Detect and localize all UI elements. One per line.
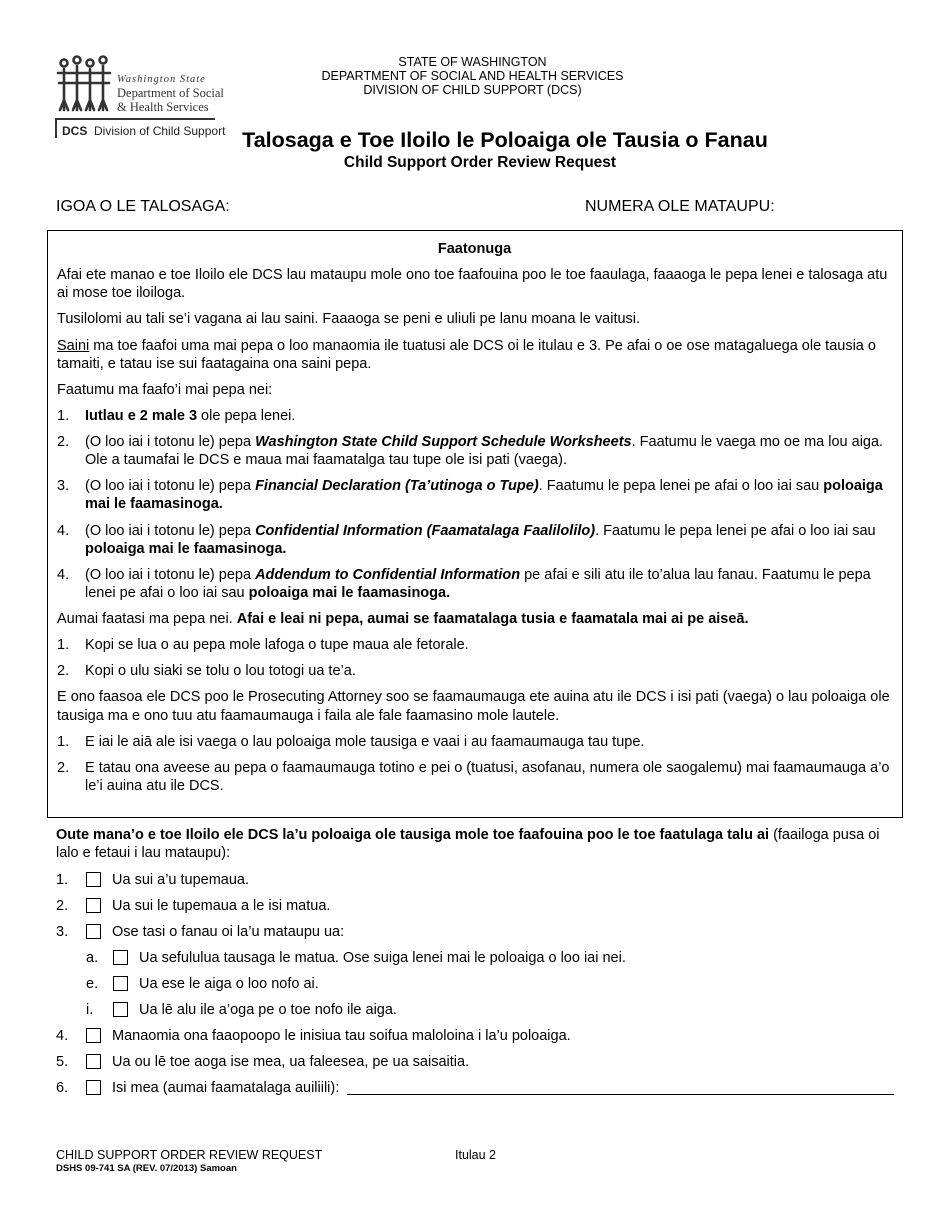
reason-subrow [56,975,896,992]
sign-word: Saini [57,337,90,354]
reasons-intro-bold: Oute mana’o e toe Iloilo ele DCS la’u poloaiga ole tausiga mole toe faafouina poo le toe faatulaga talu ai [56,827,770,843]
list-item-rest: ole pepa lenei. [197,407,296,424]
form-title-financial: Financial Declaration (Ta’utinoga o Tupe) [255,478,539,495]
list-item [57,477,892,513]
reason-other-label: Isi mea (aumai faamatalaga auiliili): [112,1079,340,1096]
other-details-field[interactable] [347,1081,894,1095]
reason-label: Manaomia ona faaopoopo le inisiua tau soifua maloloina i la’u poloaiga. [112,1027,571,1044]
instructions-heading: Faatonuga [437,241,512,257]
list-item-number: 2. [57,759,70,776]
reason-subrow [56,949,896,966]
reason-row-other [56,1079,896,1096]
list-item [57,733,892,751]
list-item-number: 1. [57,407,70,424]
list-item [57,759,892,795]
instructions-p1: Afai ete manao e toe Iloilo ele DCS lau mataupu mole ono toe faafouina poo le toe faaulaga, faaaoga le pepa lenei e talosaga atu ai mose toe iloiloga. [57,267,888,302]
reason-row [56,897,896,914]
footer-form-title: CHILD SUPPORT ORDER REVIEW REQUEST [56,1148,323,1162]
form-title-worksheets: Washington State Child Support Schedule Worksheets [255,434,632,450]
logo-divider-vertical [55,118,57,138]
list-item-post: . Faatumu le pepa lenei pe afai o loo iai sau [595,522,876,539]
reason-row [56,923,896,940]
reason-sub-letter: i. [86,1001,94,1018]
logo-state: Washington State [117,74,206,85]
reason-subrow [56,1001,896,1018]
instructions-p5-text: Aumai faatasi ma pepa nei. [57,611,237,627]
logo-dept-line1: Department of Social [117,86,224,101]
list-item-text [85,566,892,602]
list-item [57,662,892,680]
reason-sub-checkbox[interactable] [113,1002,128,1017]
instructions-p5 [57,610,892,628]
list-item-post: pe afai e sili atu ile to’alua lau fanau. Faatumu le pepa lenei pe afai o loo iai sau [85,566,871,601]
reason-sub-label: Ua sefululua tausaga le matua. Ose suiga lenei mai le poloaiga o loo iai nei. [139,949,626,966]
page-subtitle: Child Support Order Review Request [343,154,617,171]
reason-checkbox[interactable] [86,924,101,939]
requester-name-label: IGOA O LE TALOSAGA: [56,198,230,215]
list-item-text [85,407,892,425]
reason-number: 2. [56,897,69,914]
reason-other-checkbox[interactable] [86,1080,101,1095]
reasons-intro-rest: (faailoga pusa oi lalo e fetaui i lau mataupu): [56,827,880,862]
list-item-number: 1. [57,637,70,654]
reason-number: 1. [56,871,69,888]
reason-number: 4. [56,1027,69,1044]
reason-label: Ua sui a’u tupemaua. [112,871,250,888]
reason-sub-label: Ua lē alu ile a’oga pe o toe nofo ile aiga. [139,1001,397,1018]
reason-row [56,1027,896,1044]
reason-label: Ua sui le tupemaua a le isi matua. [112,897,331,914]
footer-form-number: DSHS 09-741 SA (REV. 07/2013) Samoan [56,1163,237,1174]
logo-dept-line2: & Health Services [117,100,209,115]
page-title: Talosaga e Toe Iloilo le Poloaiga ole Tausia o Fanau [242,128,768,152]
list-item-number: 4. [57,566,70,583]
list-item [57,433,892,469]
reason-sub-letter: e. [86,975,99,992]
list-item-number: 4. [57,522,70,539]
reasons-intro [56,826,896,862]
footer-page-number: Itulau 2 [455,1148,497,1162]
logo-text [117,73,224,114]
reason-number: 5. [56,1053,69,1070]
list-item-bold: poloaiga mai le faamasinoga. [85,478,883,513]
instructions-box [47,230,903,818]
list-item [57,566,892,602]
list-item-text [85,522,892,558]
reason-number: 6. [56,1079,69,1096]
reason-checkbox[interactable] [86,1054,101,1069]
list-item-text: E iai le aiā ale isi vaega o lau poloaiga mole tausiga e vaai i au faamaumauga tau tupe. [85,733,645,750]
list-item-pre: (O loo iai i totonu le) pepa [85,566,256,583]
list-item-text: Kopi se lua o au pepa mole lafoga o tupe maua ale fetorale. [85,637,469,654]
case-number-label: NUMERA OLE MATAUPU: [585,198,775,215]
list-item-post: . Faatumu le pepa lenei pe afai o loo iai sau [538,478,824,495]
logo-dcs-name: Division of Child Support [94,124,226,138]
list-item [57,522,892,558]
instructions-p4: Faatumu ma faafo’i mai pepa nei: [57,381,273,398]
reason-row [56,1053,896,1070]
agency-line1: STATE OF WASHINGTON [398,55,547,69]
reason-sub-checkbox[interactable] [113,950,128,965]
list-item-text [85,477,892,513]
list-item-bold: poloaiga mai le faamasinoga. [248,584,451,601]
list-item-number: 3. [57,478,70,495]
list-item-pre: (O loo iai i totonu le) pepa [85,522,256,539]
list-item-number: 1. [57,733,70,750]
reason-checkbox[interactable] [86,898,101,913]
form-title-confidential: Confidential Information (Faamatalaga Faalilolilo) [255,522,596,539]
instructions-p2: Tusilolomi au tali se’i vagana ai lau saini. Faaaoga se peni e uliuli pe lanu moana le vaitusi. [57,311,641,328]
list-item-text [85,433,892,469]
agency-line2: DEPARTMENT OF SOCIAL AND HEALTH SERVICES [321,69,624,83]
list-item-text: E tatau ona aveese au pepa o faamaumauga totino e pei o (tuatusi, asofanau, numera ole saogalemu) mai faamaumauga a’o le’i auina atu ile DCS. [85,759,890,794]
instructions-p3-text: ma toe faafoi uma mai pepa o loo manaomia ile tuatusi ale DCS oi le itulau e 3. Pe afai o oe ose matagaluega ole tausia o tamaiti, e tatau ise sui faatagaina ona saini pepa. [57,337,876,372]
reason-sub-label: Ua ese le aiga o loo nofo ai. [139,975,319,992]
reason-sub-letter: a. [86,949,99,966]
instructions-p5-bold: Afai e leai ni pepa, aumai se faamatalaga tusia e faamatala mai ai pe aiseā. [236,611,749,627]
reason-label: Ua ou lē toe aoga ise mea, ua faleesea, pe ua saisaitia. [112,1053,470,1070]
agency-line3: DIVISION OF CHILD SUPPORT (DCS) [363,83,582,97]
reason-checkbox[interactable] [86,872,101,887]
reason-number: 3. [56,923,69,940]
list-item-text: Kopi o ulu siaki se tolu o lou totogi ua te’a. [85,663,356,680]
logo-dcs-abbr: DCS [62,124,88,138]
list-item-bold: Iutlau e 2 male 3 [85,407,198,424]
list-item-number: 2. [57,663,70,680]
list-item [57,407,892,425]
reason-checkbox[interactable] [86,1028,101,1043]
reasons-section [56,826,896,1105]
reason-row [56,871,896,888]
agency-header [310,55,635,97]
instructions-p3 [57,337,892,373]
reason-sub-checkbox[interactable] [113,976,128,991]
list-item-post: . Faatumu le vaega mo oe ma lou aiga. Ole a taumafai le DCS e maua mai faamatalga tau tupe ole isi pati (vaega). [85,434,884,469]
list-item-bold: poloaiga mai le faamasinoga. [85,540,287,557]
instructions-p6: E ono faasoa ele DCS poo le Prosecuting Attorney soo se faamaumauga ete auina atu ile DCS i isi pati (vaega) o lau poloaiga ole tausiga ma e ono tuu atu faamaumauga i faila ale fale faamasino mole lautele. [57,689,890,724]
list-item [57,636,892,654]
logo-divider [55,118,215,120]
reason-label: Ose tasi o fanau oi la’u mataupu ua: [112,923,345,940]
list-item-pre: (O loo iai i totonu le) pepa [85,434,256,450]
list-item-pre: (O loo iai i totonu le) pepa [85,478,256,495]
form-title-addendum: Addendum to Confidential Information [255,566,521,583]
list-item-number: 2. [57,434,70,450]
logo-dcs [62,124,225,139]
